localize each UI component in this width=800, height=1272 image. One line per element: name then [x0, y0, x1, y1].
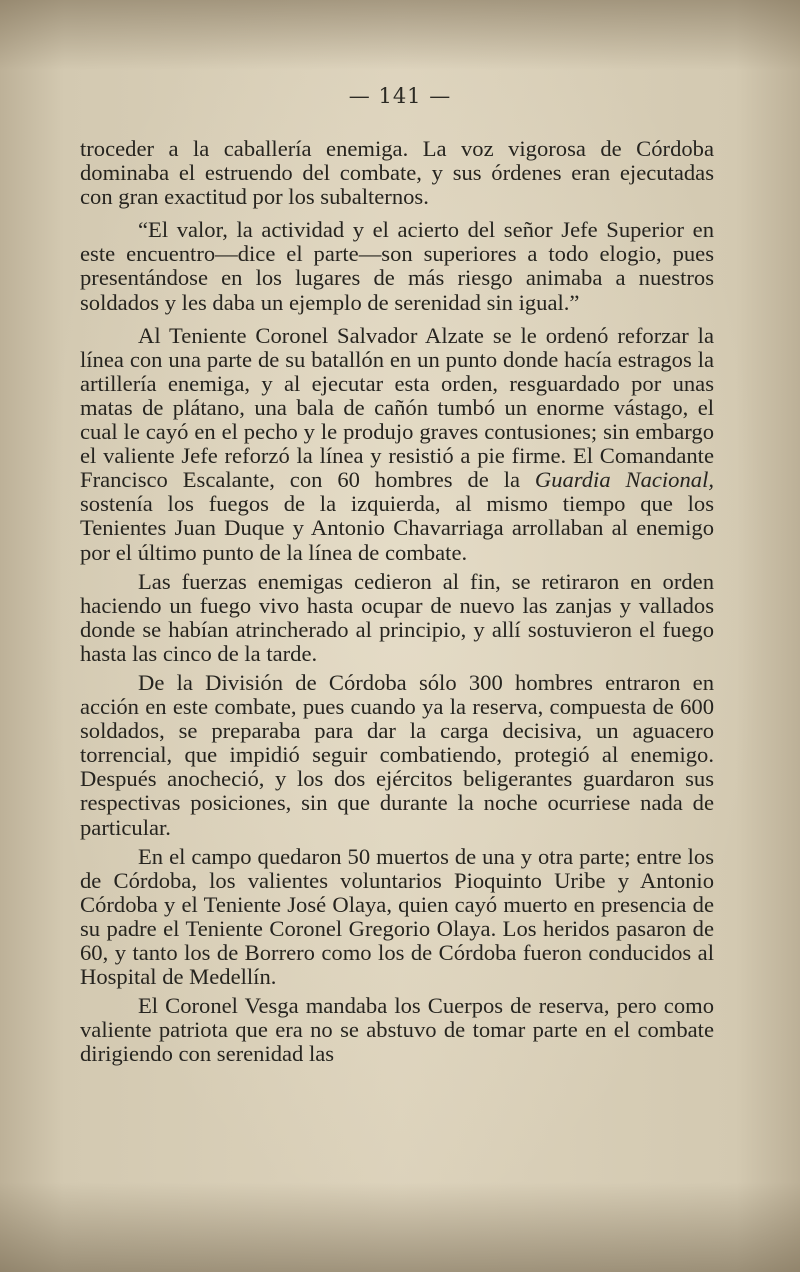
paragraph-4: Las fuerzas enemigas cedieron al fin, se retiraron en orden haciendo un fuego vivo hasta ocupar de nuevo las zanjas y vallados donde se habían atrincherado al principio, y allí sostuvieron el fuego hasta las cinco de la tarde.: [80, 568, 714, 666]
guardia-nacional-italic: Guardia Nacional,: [534, 467, 714, 493]
paragraph-5: De la División de Córdoba sólo 300 hombres entraron en acción en este combate, pues cuando ya la reserva, compuesta de 600 soldados, se preparaba para dar la carga decisiva, un aguacero torrencial, que impidió seguir combatiendo, protegió al enemigo. Después anocheció, y los dos ejércitos beligerantes guardaron sus respectivas posiciones, sin que durante la noche ocurriese nada de particular.: [80, 669, 714, 840]
paragraph-3: [80, 324, 714, 565]
page-number: — 141 —: [348, 84, 452, 108]
paragraph-1: troceder a la caballería enemiga. La voz vigorosa de Córdoba dominaba el estruendo del combate, y sus órdenes eran ejecutadas con gran exactitud por los subalternos.: [80, 136, 714, 210]
paragraph-6: En el campo quedaron 50 muertos de una y otra parte; entre los de Córdoba, los valientes voluntarios Pioquinto Uribe y Antonio Córdoba y el Teniente José Olaya, quien cayó muerto en presencia de su padre el Teniente Coronel Gregorio Olaya. Los heridos pasaron de 60, y tanto los de Borrero como los de Córdoba fueron conducidos al Hospital de Medellín.: [80, 843, 714, 990]
paragraph-3-start: Al Teniente Coronel Salvador Alzate se le ordenó reforzar la línea con una parte de su batallón en un punto donde hacía estragos la artillería enemiga, y al ejecutar esta orden, resguardado por unas matas de plátano, una bala de cañón tumbó un enorme vástago, el cual le cayó en el pecho y le produjo graves contusiones; sin embargo el valiente Jefe reforzó la línea y resistió a pie firme. El Comandante Francisco Escalante, con 60 hombres de la: [80, 322, 714, 493]
paragraph-7: El Coronel Vesga mandaba los Cuerpos de reserva, pero como valiente patriota que era no se abstuvo de tomar parte en el combate dirigiendo con serenidad las: [80, 993, 714, 1067]
paragraph-2: “El valor, la actividad y el acierto del señor Jefe Superior en este encuentro—dice el parte—son superiores a todo elogio, pues presentándose en los lugares de más riesgo animaba a nuestros soldados y les daba un ejemplo de serenidad sin igual.”: [80, 217, 714, 315]
paragraph-3-end: sostenía los fuegos de la izquierda, al mismo tiempo que los Tenientes Juan Duque y Antonio Chavarriaga arrollaban al enemigo por el último punto de la línea de combate.: [80, 491, 714, 565]
body-text: [80, 137, 714, 1066]
